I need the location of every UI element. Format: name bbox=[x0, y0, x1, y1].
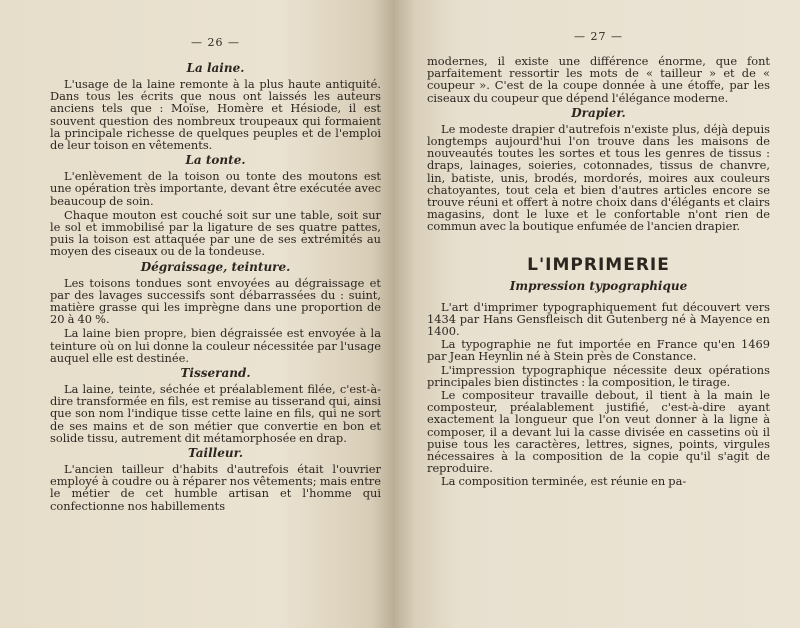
paragraph: La laine, teinte, séchée et préalablement filée, c'est-à-dire transformée en fils, est remise au tisserand qui, ainsi que son nom l'indique tisse cette laine en fils, qui ne sort de ses mains et de son métier que convertie en bon et solide tissu, autrement dit métamorphosée en drap. bbox=[50, 382, 381, 445]
section-heading: Drapier. bbox=[571, 105, 626, 120]
paragraph: La typographie ne fut importée en France qu'en 1469 par Jean Heynlin né à Stein près de Constance. bbox=[427, 337, 770, 364]
paragraph: Chaque mouton est couché soit sur une table, soit sur le sol et immobilisé par la ligature de ses quatre pattes, puis la toison est attaquée par une de ses extrémités au moyen des ciseaux ou de la tondeuse. bbox=[50, 207, 381, 259]
paragraph: Le compositeur travaille debout, il tient à la main le composteur, préalablement justifié, c'est-à-dire ayant exactement la longueur que l'on veut donner à la ligne à composer, il a devant lui la casse divisée en cassetins où il puise tous les caractères, lettres, signes, points, virgules nécessaires à la composition de la copie qu'il s'agit de reproduire. bbox=[427, 388, 770, 476]
paragraph: L'ancien tailleur d'habits d'autrefois était l'ouvrier employé à coudre ou à réparer nos vêtements; mais entre le métier de cet humble artisan et l'homme qui confectionne nos habillements bbox=[50, 462, 381, 513]
page-number-right: — 27 — bbox=[574, 30, 623, 43]
paragraph: La composition terminée, est réunie en pa- bbox=[441, 474, 687, 489]
paragraph: L'impression typographique nécessite deux opérations principales bien distinctes : la composition, le tirage. bbox=[427, 362, 770, 389]
page-number-left: — 26 — bbox=[191, 36, 240, 49]
left-page-content bbox=[50, 61, 381, 512]
section-heading: Tailleur. bbox=[188, 446, 243, 461]
paragraph: Les toisons tondues sont envoyées au dégraissage et par des lavages successifs sont débarrassées du : suint, matière grasse qui les imprègne dans une proportion de 20 à 40 %. bbox=[50, 275, 381, 327]
paragraph: Le modeste drapier d'autrefois n'existe plus, déjà depuis longtemps aujourd'hui l'on trouve dans les maisons de nouveautés toutes les sortes et tous les genres de tissus : draps, lainages, soieries, cotonnades, tissus de chanvre, lin, batiste, unis, brodés, mordorés, moires aux couleurs chatoyantes, tout cela et bien d'autres articles encore se trouve réuni et offert à notre choix dans d'élégants et clairs magasins, dont le luxe et le confortable n'ont rien de commun avec la boutique enfumée de l'ancien drapier. bbox=[427, 121, 770, 234]
left-page bbox=[0, 0, 395, 628]
right-page bbox=[395, 0, 800, 628]
section-heading: Dégraissage, teinture. bbox=[140, 259, 291, 274]
right-page-content bbox=[427, 55, 770, 488]
paragraph: L'enlèvement de la toison ou tonte des moutons est une opération très importante, devant être exécutée avec beaucoup de soin. bbox=[50, 169, 381, 208]
paragraph: L'usage de la laine remonte à la plus haute antiquité. Dans tous les écrits que nous ont laissés les auteurs anciens tels que : Moïse, Homère et Hésiode, il est souvent question des nombreux troupeaux qui formaient la principale richesse de quelques peuples et de l'emploi de leur toison en vêtements. bbox=[50, 77, 381, 153]
paragraph: La laine bien propre, bien dégraissée est envoyée à la teinture où on lui donne la couleur nécessitée par l'usage auquel elle est destinée. bbox=[50, 326, 381, 365]
paragraph: L'art d'imprimer typographiquement fut découvert vers 1434 par Hans Gensfleisch dit Gutenberg né à Mayence en 1400. bbox=[427, 299, 770, 339]
section-heading: Tisserand. bbox=[180, 366, 251, 381]
section-heading: La tonte. bbox=[185, 153, 246, 168]
chapter-subtitle: Impression typographique bbox=[509, 278, 688, 293]
section-heading: La laine. bbox=[186, 61, 245, 75]
chapter-title: L'IMPRIMERIE bbox=[527, 254, 670, 275]
paragraph: modernes, il existe une différence énorme, que font parfaitement ressortir les mots de « tailleur » et de « coupeur ». C'est de la coupe donnée à une étoffe, par les ciseaux du coupeur que dépend l'élégance moderne. bbox=[427, 54, 770, 105]
